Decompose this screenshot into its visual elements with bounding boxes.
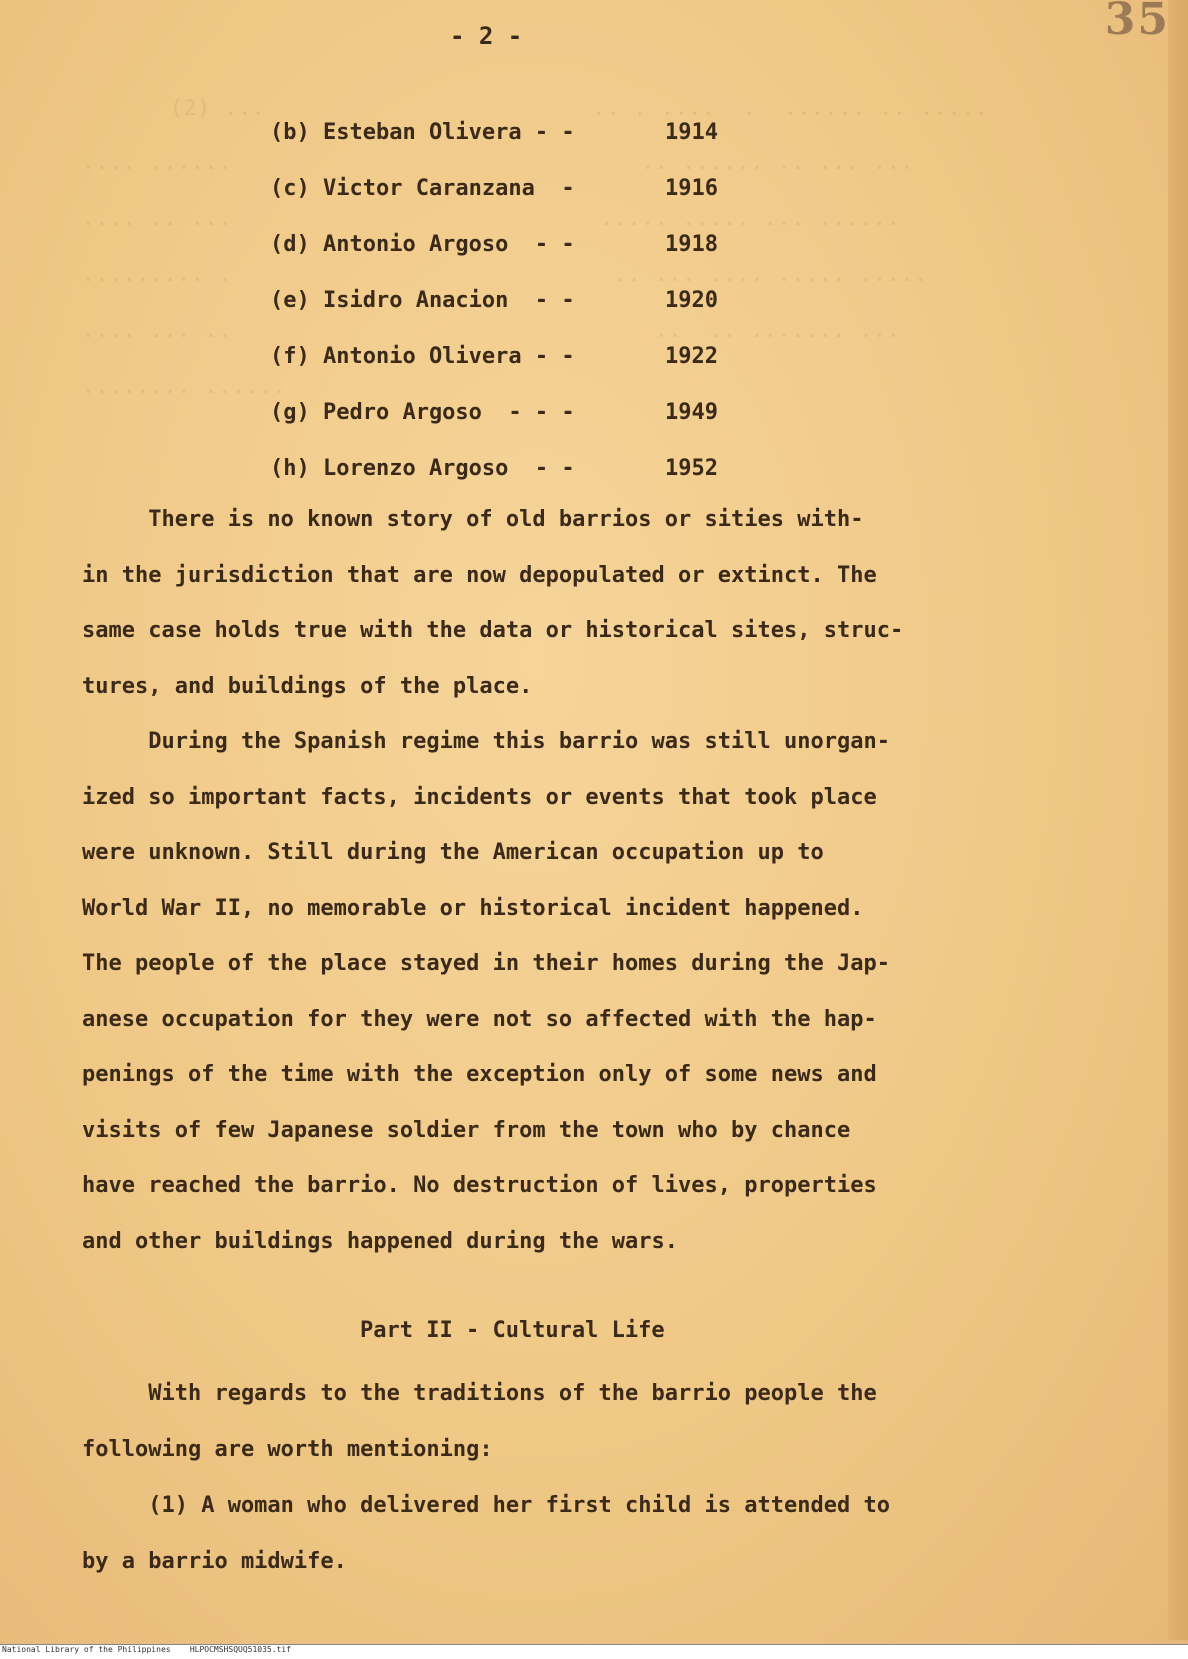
page-number: - 2 - xyxy=(450,22,523,50)
paragraph-history: During the Spanish regime this barrio was still unorgan- ized so important facts, incidents or events that took place were unknown. Still during the American occupation up to World War II, no memorable or historical incident happened. The people of the place stayed in their homes during the Jap- anese occupation for they were not so affected with the hap- penings of the time with the exception only of some news and visits of few Japanese soldier from the town who by chance have reached the barrio. No destruction of lives, properties and other buildings happened during the wars. xyxy=(82,729,890,1254)
official-year: 1914 xyxy=(665,119,718,145)
official-year: 1949 xyxy=(665,399,718,425)
list-item xyxy=(270,160,765,216)
official-name: (h) Lorenzo Argoso - - xyxy=(270,455,575,481)
list-item xyxy=(270,440,765,496)
list-item xyxy=(270,384,765,440)
bleed-through-text: .... ... .. .. .. ....... ... xyxy=(82,318,901,342)
official-name: (d) Antonio Argoso - - xyxy=(270,231,575,257)
bleed-through-text: (2) ... .. . .... . ...... .. ..... xyxy=(170,96,989,120)
official-year: 1918 xyxy=(665,231,718,257)
bleed-through-text: .... .. ... ..... ..... ... ...... xyxy=(82,206,901,230)
bleed-through-text: ........ ...... xyxy=(82,374,287,398)
official-year: 1952 xyxy=(665,455,718,481)
bleed-through-text: ......... . .. ... .... ..... ..... xyxy=(82,262,928,286)
official-year: 1916 xyxy=(665,175,718,201)
officials-list xyxy=(270,104,765,496)
footer-text: National Library of the Philippines HLPOCMSHSQUQ51035.tif xyxy=(2,1645,291,1654)
list-item xyxy=(270,272,765,328)
official-name: (g) Pedro Argoso - - - xyxy=(270,399,575,425)
official-name: (f) Antonio Olivera - - xyxy=(270,343,575,369)
official-name: (b) Esteban Olivera - - xyxy=(270,119,575,145)
paragraph-traditions: With regards to the traditions of the barrio people the following are worth mentioning: xyxy=(82,1381,877,1462)
list-item xyxy=(270,104,765,160)
list-item xyxy=(270,328,765,384)
section-title: Part II - Cultural Life xyxy=(360,1318,665,1343)
stamp-number: 35 xyxy=(1104,0,1170,45)
official-year: 1922 xyxy=(665,343,718,369)
paragraph-tradition-1: (1) A woman who delivered her first child is attended to by a barrio midwife. xyxy=(82,1493,890,1574)
official-year: 1920 xyxy=(665,287,718,313)
bleed-through-text: .... ...... .. ...... .. ... ... xyxy=(82,150,915,174)
official-name: (c) Victor Caranzana - xyxy=(270,175,575,201)
official-name: (e) Isidro Anacion - - xyxy=(270,287,575,313)
list-item xyxy=(270,216,765,272)
page-edge xyxy=(1168,0,1188,1640)
paragraph-extinct-barrios: There is no known story of old barrios or sities with- in the jurisdiction that are now depopulated or extinct. The same case holds true with the data or historical sites, struc- tures, and buildings of the place. xyxy=(82,507,904,699)
